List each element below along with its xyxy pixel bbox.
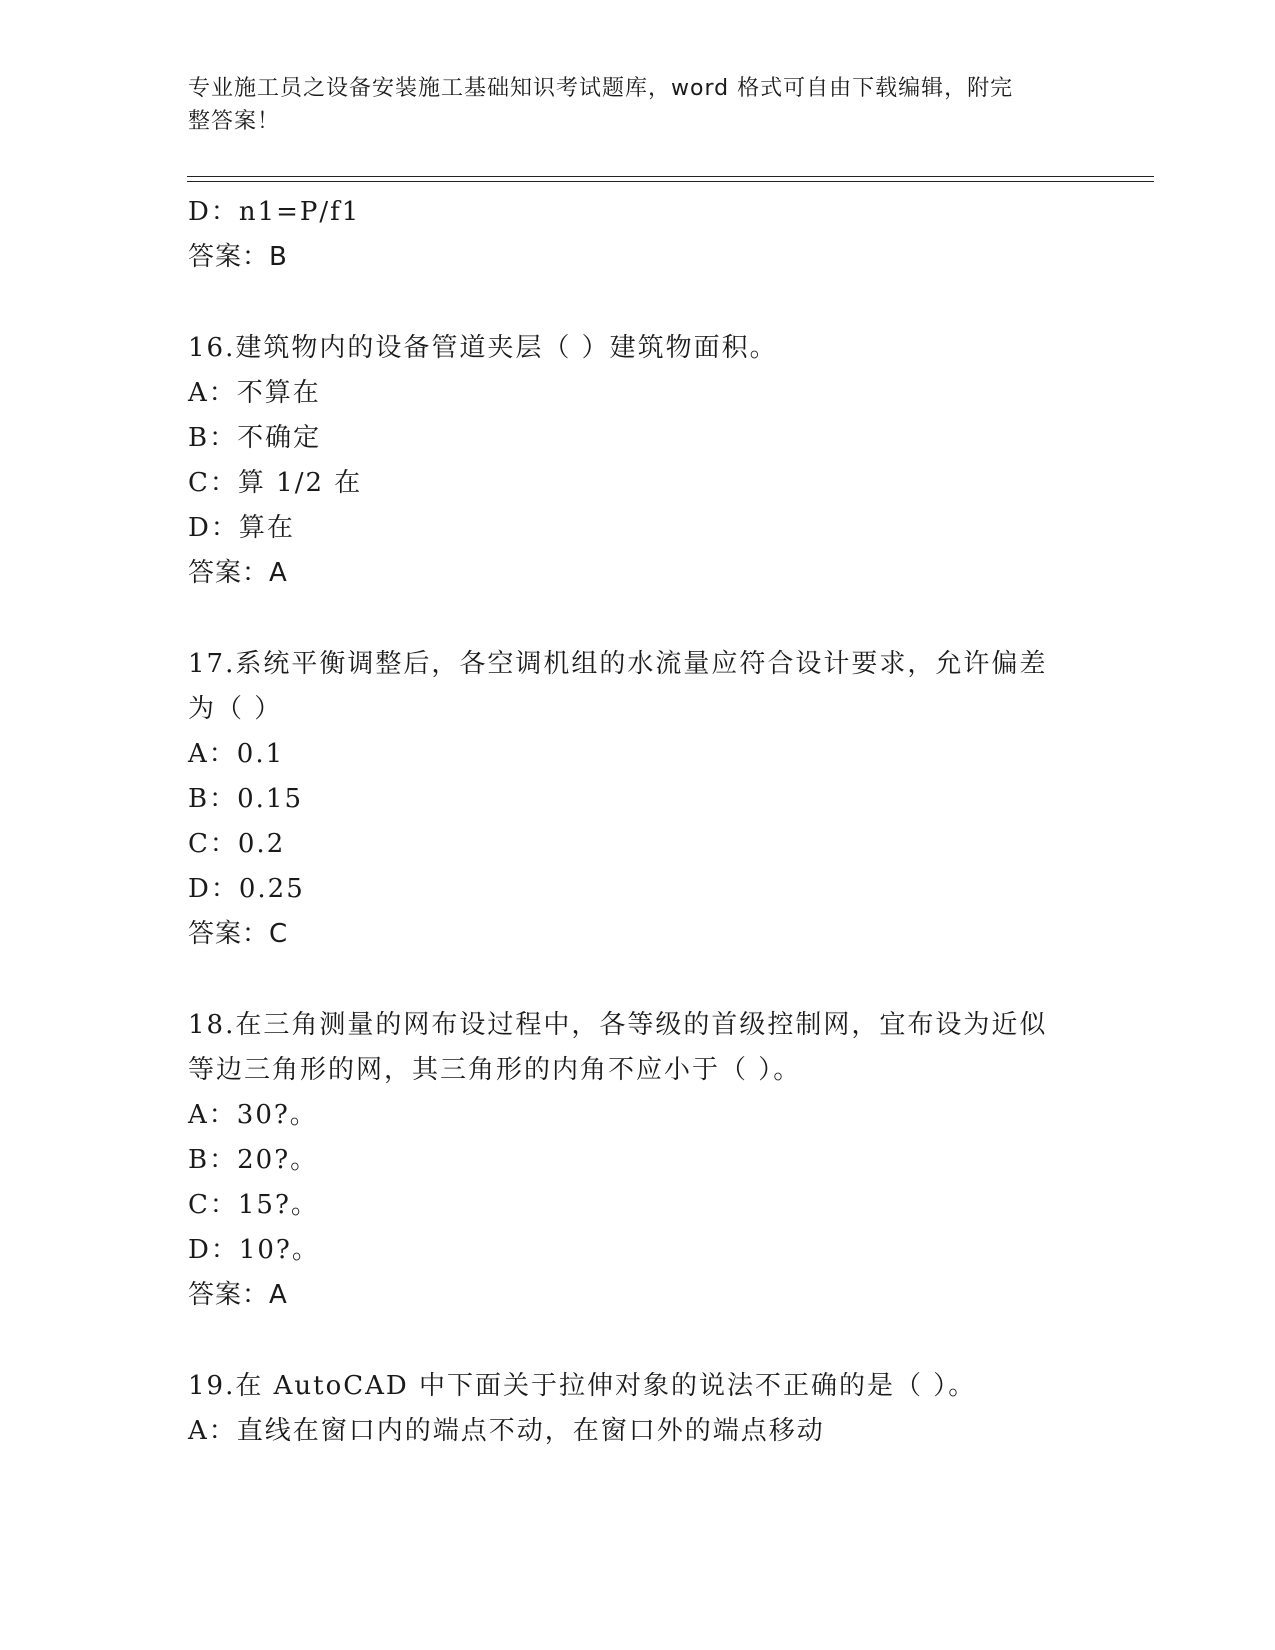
prev-answer: 答案：B: [188, 242, 288, 272]
question-stem-line-1: 17.系统平衡调整后，各空调机组的水流量应符合设计要求，允许偏差: [188, 649, 1048, 679]
option-a: A：直线在窗口内的端点不动，在窗口外的端点移动: [188, 1416, 825, 1446]
question-stem-line-2: 等边三角形的网，其三角形的内角不应小于（ ）。: [188, 1055, 802, 1085]
header-divider-bottom: [187, 181, 1154, 182]
spacer: [188, 957, 1068, 1003]
header-divider-top: [187, 176, 1154, 177]
question-stem-line-1: 18.在三角测量的网布设过程中，各等级的首级控制网，宜布设为近似: [188, 1010, 1048, 1040]
option-d: D：10?。: [188, 1235, 320, 1265]
option-b: B：20?。: [188, 1145, 319, 1175]
option-a: A：不算在: [188, 378, 321, 408]
option-a: A：30?。: [188, 1100, 318, 1130]
header-line-2: 整答案！: [188, 109, 281, 134]
option-c: C：15?。: [188, 1190, 319, 1220]
answer: 答案：C: [188, 919, 289, 949]
option-d: D：0.25: [188, 874, 305, 904]
option-b: B：0.15: [188, 784, 303, 814]
spacer: [188, 280, 1068, 326]
question-16: [188, 326, 1068, 596]
question-18: [188, 1003, 1068, 1318]
option-c: C：算 1/2 在: [188, 468, 363, 498]
option-d: D：算在: [188, 513, 295, 543]
question-stem: 16.建筑物内的设备管道夹层（ ）建筑物面积。: [188, 333, 778, 363]
option-b: B：不确定: [188, 423, 322, 453]
question-19: [188, 1364, 1068, 1454]
page-header: [188, 72, 1068, 138]
spacer: [188, 596, 1068, 642]
header-line-1: 专业施工员之设备安装施工基础知识考试题库，word 格式可自由下载编辑，附完: [188, 76, 1014, 101]
answer: 答案：A: [188, 1280, 288, 1310]
question-stem-line-2: 为（ ）: [188, 694, 283, 724]
document-body: [188, 190, 1068, 1454]
answer: 答案：A: [188, 558, 288, 588]
question-stem: 19.在 AutoCAD 中下面关于拉伸对象的说法不正确的是（ ）。: [188, 1371, 977, 1401]
option-c: C：0.2: [188, 829, 286, 859]
option-a: A：0.1: [188, 739, 285, 769]
spacer: [188, 1318, 1068, 1364]
question-17: [188, 642, 1068, 957]
prev-option-d: D：n1=P/f1: [188, 197, 361, 227]
